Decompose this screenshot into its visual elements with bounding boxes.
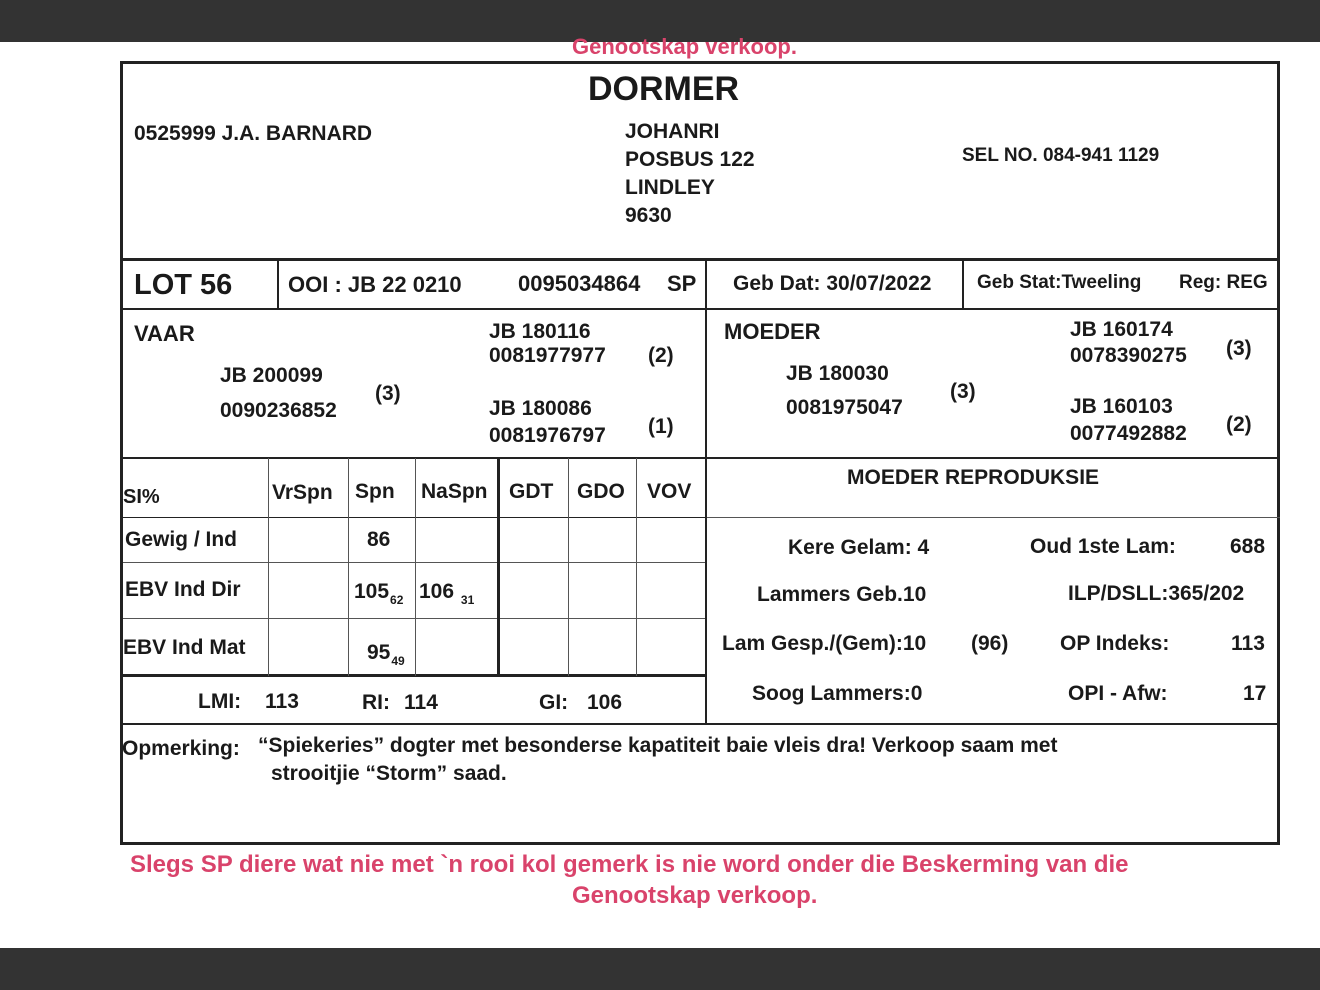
- oud-value: 688: [1230, 535, 1266, 558]
- gi-value: 106: [587, 691, 623, 714]
- dam-dam-id: JB 160103: [1070, 395, 1173, 418]
- birth-status: Geb Stat:Tweeling: [977, 272, 1142, 293]
- col-header: VOV: [647, 480, 692, 503]
- opi-value: 17: [1243, 682, 1267, 705]
- dam-sire-number: 0078390275: [1070, 344, 1187, 367]
- spn-main: 105: [354, 580, 390, 603]
- divider: [706, 517, 1280, 518]
- spn-accuracy: 62: [390, 593, 404, 607]
- col-header: GDO: [577, 480, 625, 503]
- reproduction-title: MOEDER REPRODUKSIE: [847, 466, 1100, 489]
- divider: [120, 618, 706, 619]
- kere-gelam: Kere Gelam: 4: [788, 536, 930, 559]
- row-label: EBV Ind Dir: [125, 578, 241, 601]
- ri-value: 114: [404, 691, 438, 714]
- address-line: 9630: [625, 204, 672, 227]
- sire-dam-score: (1): [648, 415, 674, 438]
- divider: [415, 458, 416, 676]
- spn-accuracy: 49: [391, 654, 405, 668]
- sire-label: VAAR: [134, 321, 195, 346]
- oud-label: Oud 1ste Lam:: [1030, 535, 1176, 558]
- sire-dam-number: 0081976797: [489, 424, 606, 447]
- sire-sire-number: 0081977977: [489, 344, 606, 367]
- divider: [120, 674, 706, 677]
- address-line: JOHANRI: [625, 120, 720, 143]
- spn-value: [367, 641, 405, 668]
- sire-score: (3): [375, 382, 401, 405]
- col-header: VrSpn: [272, 481, 333, 504]
- top-notice-fragment: Genootskap verkoop.: [572, 34, 797, 59]
- registration: Reg: REG: [1179, 272, 1268, 293]
- ri-label: RI:: [362, 691, 390, 714]
- sire-dam-id: JB 180086: [489, 397, 592, 420]
- soog-lammers: Soog Lammers:0: [752, 682, 923, 705]
- divider: [568, 458, 569, 676]
- dam-dam-number: 0077492882: [1070, 422, 1187, 445]
- divider: [120, 457, 1280, 459]
- col-header: GDT: [509, 480, 554, 503]
- sire-number: 0090236852: [220, 399, 337, 422]
- spn-main: 95: [367, 641, 391, 664]
- divider: [120, 517, 706, 518]
- divider: [120, 308, 1280, 310]
- col-header: NaSpn: [421, 480, 488, 503]
- col-header: Spn: [355, 480, 395, 503]
- divider: [120, 562, 706, 563]
- lot-number: LOT 56: [134, 269, 233, 301]
- spn-value: [354, 580, 403, 607]
- divider: [120, 258, 1280, 261]
- naspn-accuracy: 31: [460, 593, 475, 607]
- dam-number: 0081975047: [786, 396, 903, 419]
- divider: [962, 260, 964, 310]
- breeder-name: 0525999 J.A. BARNARD: [134, 122, 373, 145]
- opi-label: OPI - Afw:: [1068, 682, 1168, 705]
- dam-label: MOEDER: [724, 319, 821, 344]
- sire-id: JB 200099: [220, 364, 323, 387]
- dam-sire-id: JB 160174: [1070, 318, 1173, 341]
- dam-id: JB 180030: [786, 362, 889, 385]
- divider: [705, 260, 707, 725]
- address-line: LINDLEY: [625, 176, 715, 199]
- dam-sire-score: (3): [1226, 337, 1252, 360]
- sire-sire-id: JB 180116: [489, 320, 591, 343]
- divider: [497, 458, 500, 676]
- ooi-id: OOI : JB 22 0210: [288, 272, 462, 297]
- lmi-value: 113: [265, 690, 299, 713]
- divider: [348, 458, 349, 676]
- lammers-geb: Lammers Geb.10: [757, 583, 927, 606]
- remark-line: strooitjie “Storm” saad.: [271, 762, 507, 785]
- naspn-value: [419, 580, 474, 607]
- lam-gespeen-avg: (96): [971, 632, 1009, 655]
- divider: [120, 723, 1280, 725]
- gi-label: GI:: [539, 691, 569, 714]
- address-line: POSBUS 122: [625, 148, 755, 171]
- sire-sire-score: (2): [648, 344, 674, 367]
- animal-number: 0095034864: [518, 271, 641, 296]
- footer-notice-line: Genootskap verkoop.: [572, 882, 818, 909]
- op-value: 113: [1231, 632, 1265, 655]
- spn-value: 86: [367, 528, 391, 551]
- divider: [636, 458, 637, 676]
- op-label: OP Indeks:: [1060, 632, 1170, 655]
- dam-score: (3): [950, 380, 976, 403]
- divider: [268, 458, 269, 676]
- status-badge: SP: [667, 271, 697, 296]
- remark-line: “Spiekeries” dogter met besonderse kapatiteit baie vleis dra! Verkoop saam met: [258, 734, 1058, 757]
- footer-notice-line: Slegs SP diere wat nie met `n rooi kol gemerk is nie word onder die Beskerming van die: [130, 851, 1129, 878]
- bottom-dark-bar: [0, 948, 1320, 990]
- row-label: Gewig / Ind: [125, 528, 238, 551]
- col-header: SI%: [123, 486, 160, 508]
- lam-gespeen: Lam Gesp./(Gem):10: [722, 632, 927, 655]
- birth-date: Geb Dat: 30/07/2022: [733, 272, 932, 295]
- phone-number: SEL NO. 084-941 1129: [962, 145, 1160, 166]
- divider: [277, 260, 279, 310]
- lmi-label: LMI:: [198, 690, 242, 713]
- dam-dam-score: (2): [1226, 413, 1252, 436]
- remark-label: Opmerking:: [122, 737, 240, 760]
- row-label: EBV Ind Mat: [123, 636, 246, 659]
- naspn-main: 106: [419, 580, 455, 603]
- ilp-dsll: ILP/DSLL:365/202: [1068, 582, 1245, 605]
- breed-title: DORMER: [588, 70, 740, 108]
